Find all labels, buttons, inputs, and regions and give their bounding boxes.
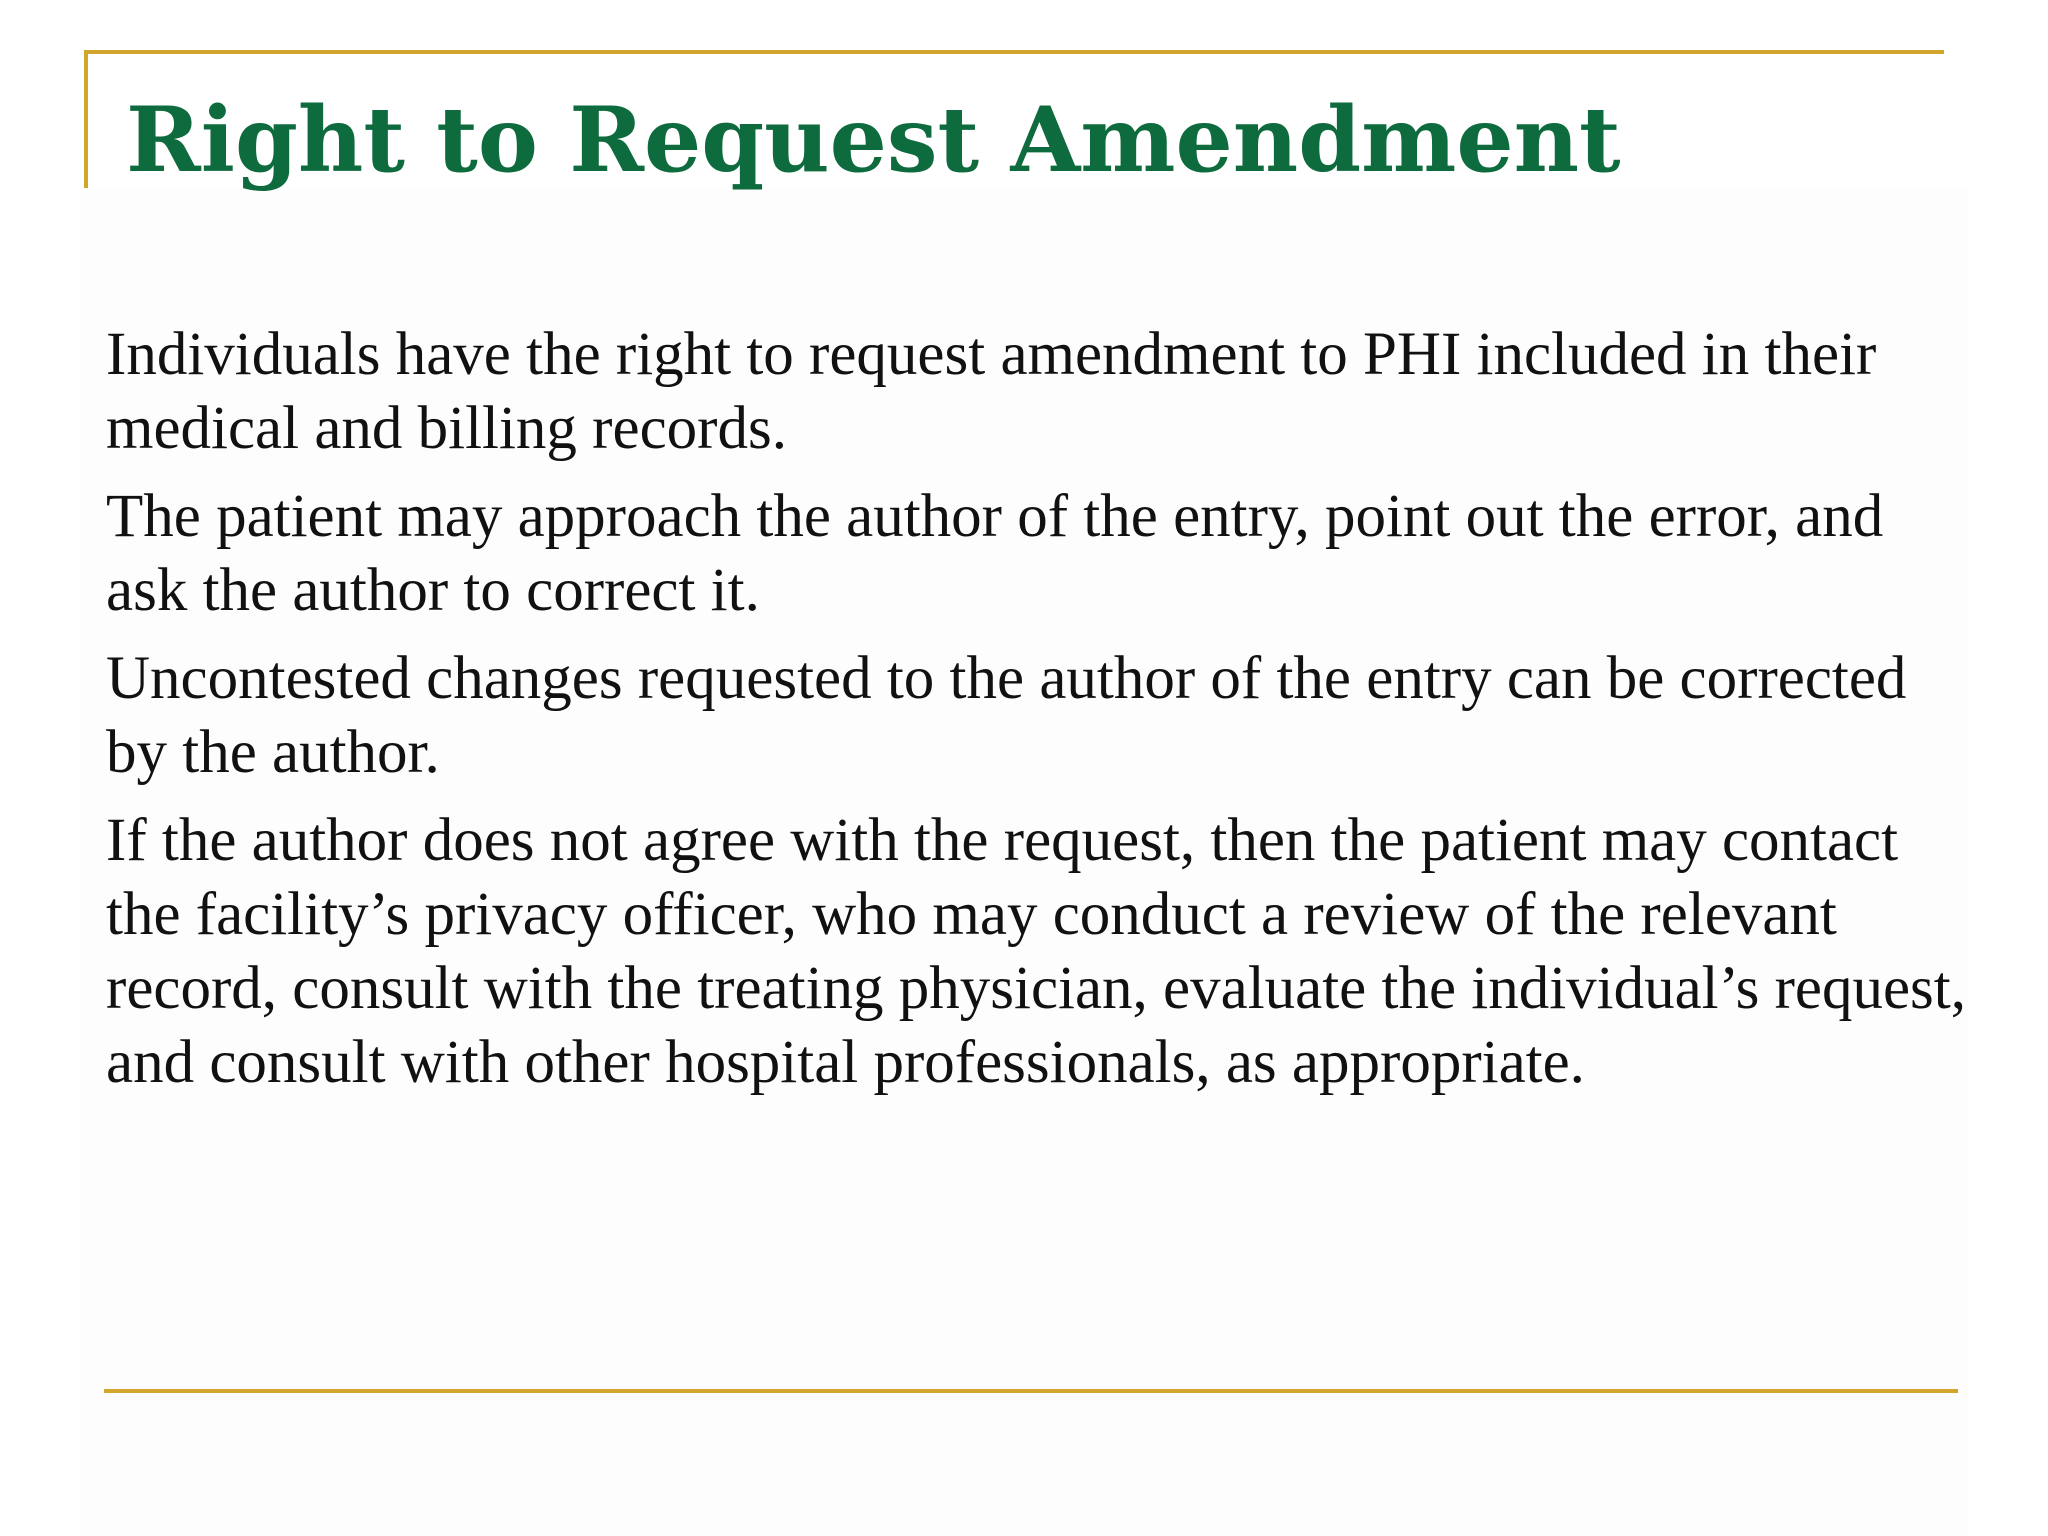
paragraph-approach-author: The patient may approach the author of the entry, point out the error, and ask the author to correct it.: [106, 483, 1884, 624]
bottom-divider: [104, 1389, 1958, 1393]
slide-title: Right to Request Amendment: [126, 87, 1621, 193]
slide-body: [106, 318, 1976, 1114]
left-divider: [84, 50, 88, 188]
top-divider: [84, 50, 1944, 54]
paragraph-uncontested-changes: Uncontested changes requested to the author of the entry can be corrected by the author.: [106, 645, 1907, 786]
paragraph-right-to-request: Individuals have the right to request amendment to PHI included in their medical and billing records.: [106, 321, 1877, 462]
paragraph-privacy-officer: If the author does not agree with the request, then the patient may contact the facility’s privacy officer, who may conduct a review of the relevant record, consult with the treating physician, evaluate the individual’s request, and consult with other hospital professionals, as appropriate.: [106, 807, 1966, 1096]
